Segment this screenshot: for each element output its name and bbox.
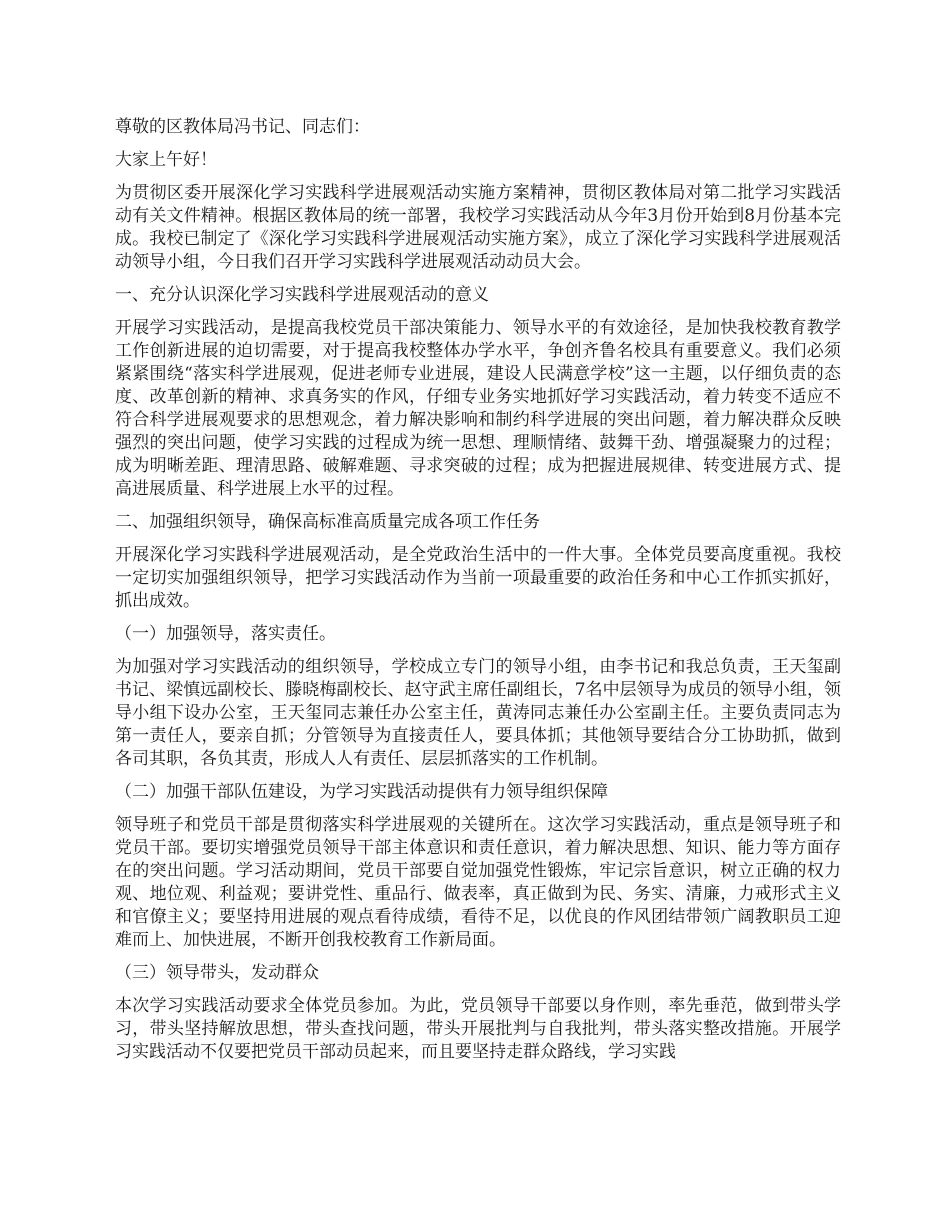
- paragraph-mobilize-masses: 本次学习实践活动要求全体党员参加。为此，党员领导干部要以身作则，率先垂范，做到带头学习，带头坚持解放思想，带头查找问题，带头开展批判与自我批判，带头落实整改措施。开展学习实践活动不仅要把党员干部动员起来，而且要坚持走群众路线，学习实践: [115, 996, 841, 1062]
- subsection-heading-2: （二）加强干部队伍建设，为学习实践活动提供有力领导组织保障: [115, 782, 608, 802]
- section-heading-2: 二、加强组织领导，确保高标准高质量完成各项工作任务: [115, 512, 540, 532]
- salutation: 尊敬的区教体局冯书记、同志们：: [115, 117, 370, 137]
- greeting: 大家上午好！: [115, 150, 217, 170]
- paragraph-organization: 开展深化学习实践科学进展观活动，是全党政治生活中的一件大事。全体党员要高度重视。我校一定切实加强组织领导，把学习实践活动作为当前一项最重要的政治任务和中心工作抓实抓好，抓出成效。: [115, 545, 841, 611]
- section-heading-1: 一、充分认识深化学习实践科学进展观活动的意义: [115, 285, 489, 305]
- document-body: [115, 116, 841, 1074]
- paragraph-cadre-building: 领导班子和党员干部是贯彻落实科学进展观的关键所在。这次学习实践活动，重点是领导班子和党员干部。要切实增强党员领导干部主体意识和责任意识，着力解决思想、知识、能力等方面存在的突出问题。学习活动期间，党员干部要自觉加强党性锻炼，牢记宗旨意识，树立正确的权力观、地位观、利益观；要讲党性、重品行、做表率，真正做到为民、务实、清廉，力戒形式主义和官僚主义；要坚持用进展的观点看待成绩，看待不足，以优良的作风团结带领广阔教职员工迎难而上、加快进展，不断开创我校教育工作新局面。: [115, 815, 841, 950]
- paragraph-intro: 为贯彻区委开展深化学习实践科学进展观活动实施方案精神，贯彻区教体局对第二批学习实践活动有关文件精神。根据区教体局的统一部署，我校学习实践活动从今年3月份开始到8月份基本完成。我校已制定了《深化学习实践科学进展观活动实施方案》，成立了深化学习实践科学进展观活动领导小组，今日我们召开学习实践科学进展观活动动员大会。: [115, 183, 841, 272]
- paragraph-leadership-group: 为加强对学习实践活动的组织领导，学校成立专门的领导小组，由李书记和我总负责，王天玺副书记、梁慎远副校长、滕晓梅副校长、赵守武主席任副组长，7名中层领导为成员的领导小组，领导小组下设办公室，王天玺同志兼任办公室主任，黄涛同志兼任办公室副主任。主要负责同志为第一责任人，要亲自抓；分管领导为直接责任人，要具体抓；其他领导要结合分工协助抓，做到各司其职，各负其责，形成人人有责任、层层抓落实的工作机制。: [115, 657, 841, 769]
- subsection-heading-3: （三）领导带头，发动群众: [115, 963, 319, 983]
- paragraph-significance: 开展学习实践活动，是提高我校党员干部决策能力、领导水平的有效途径，是加快我校教育教学工作创新进展的迫切需要，对于提高我校整体办学水平，争创齐鲁名校具有重要意义。我们必须紧紧围绕“落实科学进展观，促进老师专业进展，建设人民满意学校”这一主题，以仔细负责的态度、改革创新的精神、求真务实的作风，仔细专业务实地抓好学习实践活动，着力转变不适应不符合科学进展观要求的思想观念，着力解决影响和制约科学进展的突出问题，着力解决群众反映强烈的突出问题，使学习实践的过程成为统一思想、理顺情绪、鼓舞干劲、增强凝聚力的过程；成为明晰差距、理清思路、破解难题、寻求突破的过程；成为把握进展规律、转变进展方式、提高进展质量、科学进展上水平的过程。: [115, 318, 841, 499]
- subsection-heading-1: （一）加强领导，落实责任。: [115, 624, 336, 644]
